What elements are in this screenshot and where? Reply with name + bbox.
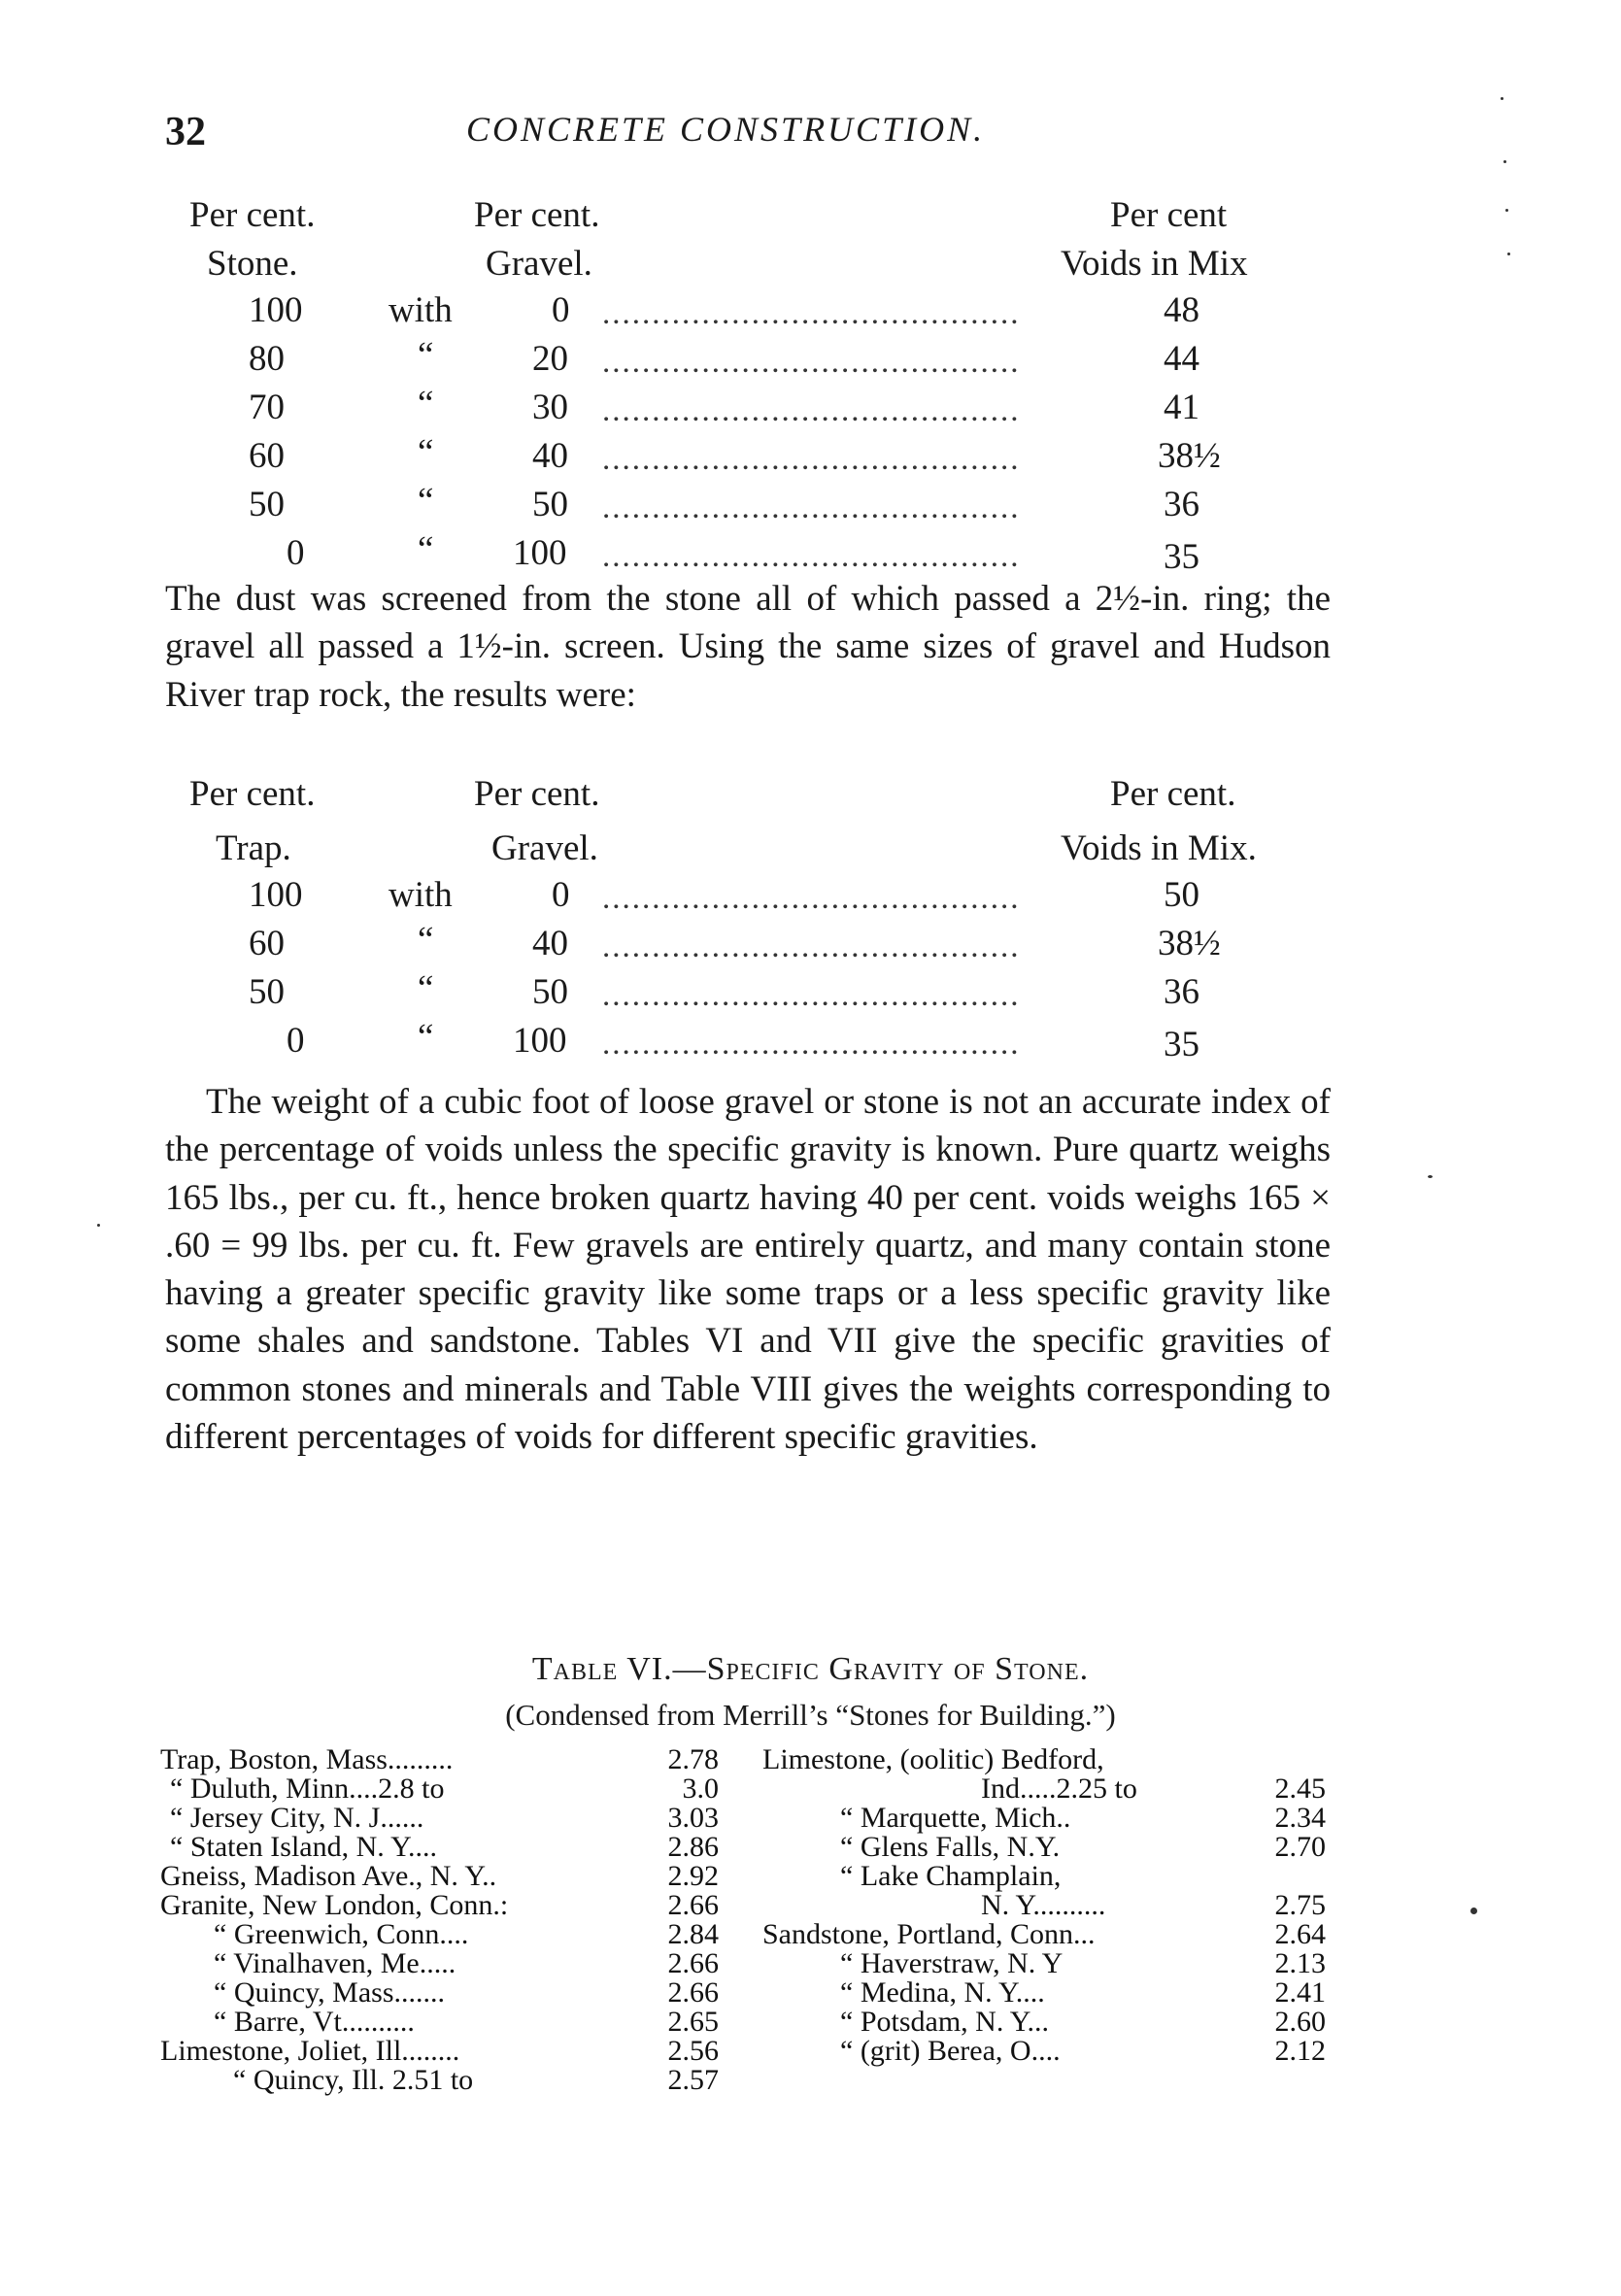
voids-header-line1: Per cent — [1110, 195, 1228, 235]
stone-location: Gneiss, Madison Ave., N. Y.. — [160, 1860, 497, 1892]
gravity-value: 2.66 — [667, 1947, 719, 1979]
leader-dots: .......................................... — [602, 296, 1021, 331]
voids-percent: 36 — [1164, 972, 1199, 1012]
stone-location: “ Potsdam, N. Y... — [840, 2006, 1050, 2038]
voids-header-line1: Per cent. — [1110, 774, 1236, 814]
table-vi-title — [0, 1651, 1621, 1688]
specific-gravity-right-column — [762, 1745, 1326, 2066]
leader-dots: .......................................... — [602, 978, 1021, 1013]
stone-percent: 80 — [249, 339, 285, 379]
gravity-value: 2.75 — [1274, 1889, 1326, 1921]
stone-location: Sandstone, Portland, Conn... — [762, 1918, 1096, 1950]
gravity-value: 2.45 — [1274, 1773, 1326, 1805]
stone-location: “ Lake Champlain, — [840, 1860, 1062, 1892]
voids-percent: 35 — [1164, 1025, 1199, 1064]
stone-location: “ Jersey City, N. J...... — [170, 1802, 424, 1834]
stone-location: N. Y.......... — [981, 1889, 1106, 1921]
paragraph-text: The dust was screened from the stone all of which passed a 2½-in. ring; the gravel all passed a 1½-in. screen. Using the same sizes of gravel and Hudson River trap rock, the results were: — [165, 579, 1331, 715]
list-item — [160, 1920, 719, 1949]
gravel-percent: 30 — [532, 388, 568, 427]
gravel-header-line2: Gravel. — [491, 828, 598, 868]
trap-percent: 0 — [287, 1021, 305, 1061]
gravity-value: 2.84 — [667, 1918, 719, 1950]
page-number: 32 — [165, 110, 206, 154]
leader-dots: .......................................... — [602, 881, 1021, 916]
stone-location: Trap, Boston, Mass......... — [160, 1743, 454, 1775]
leader-dots: .......................................... — [602, 929, 1021, 964]
stone-location: “ Quincy, Mass....... — [214, 1976, 446, 2009]
stone-percent: 0 — [287, 533, 305, 573]
gravel-percent: 50 — [532, 485, 568, 524]
speck — [1501, 97, 1503, 100]
row-joiner: “ — [418, 529, 434, 569]
row-joiner: “ — [418, 384, 434, 423]
voids-percent: 44 — [1164, 339, 1199, 379]
leader-dots: .......................................... — [602, 539, 1021, 574]
list-item — [762, 1891, 1326, 1920]
trap-percent: 50 — [249, 972, 285, 1012]
list-item — [762, 2008, 1326, 2037]
gravity-value: 2.86 — [667, 1831, 719, 1863]
list-item — [160, 1978, 719, 2008]
trap-header-line2: Trap. — [216, 828, 291, 868]
gravel-percent: 100 — [513, 533, 567, 573]
voids-percent: 35 — [1164, 537, 1199, 577]
stone-percent: 50 — [249, 485, 285, 524]
stone-location: “ (grit) Berea, O.... — [840, 2035, 1061, 2067]
row-joiner: “ — [418, 335, 434, 375]
table-title-text: Table VI.—Specific Gravity of Stone. — [531, 1651, 1090, 1687]
gravity-value: 2.12 — [1274, 2035, 1326, 2067]
stone-location: Ind.....2.25 to — [981, 1773, 1137, 1805]
list-item — [160, 1745, 719, 1774]
voids-percent: 41 — [1164, 388, 1199, 427]
row-joiner: “ — [418, 968, 434, 1008]
list-item — [762, 1920, 1326, 1949]
list-item — [160, 1804, 719, 1833]
row-joiner: “ — [418, 920, 434, 960]
list-item — [762, 1978, 1326, 2008]
stone-location: “ Duluth, Minn....2.8 to — [170, 1773, 445, 1805]
stone-location: “ Greenwich, Conn.... — [214, 1918, 469, 1950]
gravel-percent: 40 — [532, 436, 568, 476]
speck — [1503, 160, 1506, 163]
stone-location: Granite, New London, Conn.: — [160, 1889, 509, 1921]
list-item — [762, 1833, 1326, 1862]
gravity-value: 2.34 — [1274, 1802, 1326, 1834]
speck — [1470, 1908, 1477, 1914]
gravel-header-line2: Gravel. — [486, 244, 592, 284]
gravel-percent: 20 — [532, 339, 568, 379]
speck — [1428, 1175, 1433, 1178]
leader-dots: .......................................... — [602, 442, 1021, 477]
voids-percent: 38½ — [1158, 924, 1221, 963]
list-item — [160, 1891, 719, 1920]
gravity-value: 2.66 — [667, 1889, 719, 1921]
table-vi-subtitle: (Condensed from Merrill’s “Stones for Building.”) — [505, 1698, 1116, 1732]
gravel-percent: 0 — [552, 875, 570, 915]
list-item — [762, 1774, 1326, 1804]
speck — [1507, 253, 1510, 255]
voids-percent: 38½ — [1158, 436, 1221, 476]
stone-percent: 100 — [249, 290, 303, 330]
trap-percent: 60 — [249, 924, 285, 963]
leader-dots: .......................................... — [602, 1027, 1021, 1062]
trap-percent: 100 — [249, 875, 303, 915]
voids-percent: 36 — [1164, 485, 1199, 524]
gravel-header-line1: Per cent. — [474, 195, 600, 235]
gravity-value: 2.70 — [1274, 1831, 1326, 1863]
list-item — [160, 2008, 719, 2037]
row-joiner: with — [388, 875, 453, 915]
gravity-value: 2.65 — [667, 2006, 719, 2038]
list-item — [762, 1804, 1326, 1833]
voids-percent: 48 — [1164, 290, 1199, 330]
gravel-percent: 40 — [532, 924, 568, 963]
paragraph-text: The weight of a cubic foot of loose gravel or stone is not an accurate index of the percentage of voids unless the specific gravity is known. Pure quartz weighs 165 lbs., per cu. ft., hence broken quartz having 40 per cent. voids weighs 165 × .60 = 99 lbs. per cu. ft. Few gravels are entirely quartz, and many contain stone having a greater specific gravity like some traps or a less specific gravity like some shales and sandstone. Tables VI and VII give the specific gravities of common stones and minerals and Table VIII gives the weights corresponding to different percentages of voids for different specific gravities. — [165, 1082, 1331, 1458]
row-joiner: “ — [418, 432, 434, 472]
list-item — [160, 1833, 719, 1862]
stone-location: “ Glens Falls, N.Y. — [840, 1831, 1061, 1863]
stone-percent: 60 — [249, 436, 285, 476]
list-item — [762, 1949, 1326, 1978]
paragraph-weights — [165, 1078, 1331, 1461]
row-joiner: “ — [418, 1017, 434, 1057]
list-item — [762, 2037, 1326, 2066]
leader-dots: .......................................... — [602, 345, 1021, 380]
running-title: CONCRETE CONSTRUCTION. — [466, 110, 986, 149]
specific-gravity-left-column — [160, 1745, 719, 2095]
gravel-percent: 0 — [552, 290, 570, 330]
list-item — [762, 1862, 1326, 1891]
voids-header-line2: Voids in Mix. — [1061, 828, 1257, 868]
stone-location: “ Vinalhaven, Me..... — [214, 1947, 456, 1979]
list-item — [160, 1949, 719, 1978]
voids-header-line2: Voids in Mix — [1061, 244, 1248, 284]
gravity-value: 2.92 — [667, 1860, 719, 1892]
gravity-value: 2.56 — [667, 2035, 719, 2067]
gravity-value: 3.03 — [667, 1802, 719, 1834]
gravel-percent: 100 — [513, 1021, 567, 1061]
stone-location: “ Marquette, Mich.. — [840, 1802, 1071, 1834]
gravity-value: 2.64 — [1274, 1918, 1326, 1950]
list-item — [160, 1774, 719, 1804]
row-joiner: with — [388, 290, 453, 330]
stone-location: “ Staten Island, N. Y.... — [170, 1831, 437, 1863]
gravity-value: 2.66 — [667, 1976, 719, 2009]
trap-header-line1: Per cent. — [189, 774, 316, 814]
list-item — [160, 2037, 719, 2066]
stone-percent: 70 — [249, 388, 285, 427]
stone-location: Limestone, Joliet, Ill........ — [160, 2035, 460, 2067]
stone-location: “ Haverstraw, N. Y — [840, 1947, 1064, 1979]
gravity-value: 2.78 — [667, 1743, 719, 1775]
stone-location: “ Quincy, Ill. 2.51 to — [233, 2064, 474, 2096]
leader-dots: .......................................... — [602, 393, 1021, 428]
list-item — [160, 1862, 719, 1891]
gravity-value: 2.57 — [667, 2064, 719, 2096]
leader-dots: .......................................... — [602, 490, 1021, 525]
list-item — [160, 2066, 719, 2095]
stone-location: Limestone, (oolitic) Bedford, — [762, 1743, 1104, 1775]
gravity-value: 3.0 — [682, 1773, 719, 1805]
gravel-percent: 50 — [532, 972, 568, 1012]
stone-header-line1: Per cent. — [189, 195, 316, 235]
gravity-value: 2.60 — [1274, 2006, 1326, 2038]
gravity-value: 2.41 — [1274, 1976, 1326, 2009]
voids-percent: 50 — [1164, 875, 1199, 915]
stone-location: “ Barre, Vt.......... — [214, 2006, 415, 2038]
stone-location: “ Medina, N. Y.... — [840, 1976, 1045, 2009]
stone-header-line2: Stone. — [207, 244, 298, 284]
gravel-header-line1: Per cent. — [474, 774, 600, 814]
row-joiner: “ — [418, 481, 434, 521]
list-item — [762, 1745, 1326, 1774]
gravity-value: 2.13 — [1274, 1947, 1326, 1979]
paragraph-screening — [165, 575, 1331, 719]
speck — [97, 1224, 100, 1227]
speck — [1505, 209, 1508, 212]
